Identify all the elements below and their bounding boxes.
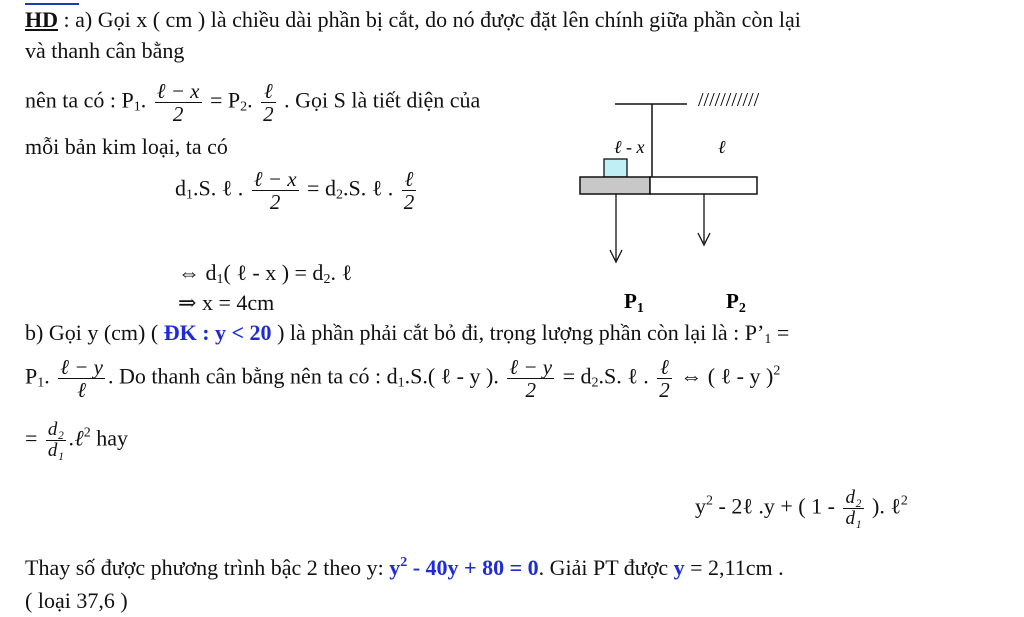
sub: 1 <box>186 187 193 203</box>
fraction <box>252 168 299 213</box>
fraction <box>657 356 672 401</box>
hatch-ceiling: /////////// <box>698 89 760 111</box>
balance-diagram <box>570 80 800 320</box>
fraction-numerator: ℓ − x <box>156 79 200 103</box>
p1-letter: P <box>624 289 637 313</box>
text: y <box>389 555 401 580</box>
text: ( ℓ - x ) = d <box>223 260 324 285</box>
text: ). ℓ <box>866 493 901 519</box>
text: . <box>44 363 56 389</box>
fraction-numerator: ℓ − x <box>253 167 297 191</box>
sub: 2 <box>335 187 343 203</box>
text: - 40y + 80 = 0 <box>407 555 539 580</box>
left-bar <box>580 177 650 194</box>
text: ⇔ ( ℓ - y ) <box>674 363 774 389</box>
sup: 2 <box>773 363 781 379</box>
fraction-denominator: 2 <box>269 190 281 215</box>
p1-subscript: 1 <box>636 301 644 316</box>
label-l: ℓ <box>718 137 726 157</box>
fraction-denominator: ℓ <box>77 378 86 403</box>
text: Thay số được phương trình bậc 2 theo y: <box>25 555 390 580</box>
y-variable: y <box>673 555 685 580</box>
fraction-numerator: ℓ − y <box>509 355 553 379</box>
sub: 2 <box>323 272 331 287</box>
text: = <box>25 425 43 451</box>
part-b-equation <box>695 488 908 529</box>
fraction-numerator: ℓ <box>261 80 276 103</box>
fraction <box>58 356 105 401</box>
p1-label <box>624 289 644 316</box>
fraction <box>155 80 202 125</box>
fraction-numerator: d₂ <box>845 487 862 508</box>
text: y <box>695 493 706 519</box>
fraction-denominator: d₁ <box>47 439 65 461</box>
text: hay <box>90 425 128 451</box>
p2-subscript: 2 <box>738 301 746 316</box>
text: .S.( ℓ - y ). <box>404 363 505 389</box>
dot: . <box>140 87 147 113</box>
equals-text: = P <box>204 87 241 113</box>
line-1 <box>25 9 801 31</box>
label-l-minus-x: ℓ - x <box>614 137 645 157</box>
equivalent-arrow: ⇔ <box>178 260 200 285</box>
equation-1 <box>175 168 419 213</box>
fraction-denominator: 2 <box>263 102 274 127</box>
fraction <box>843 488 863 529</box>
equation-2 <box>178 262 352 287</box>
fraction-denominator: 2 <box>403 190 415 215</box>
text: - 2ℓ .y + ( 1 - <box>713 493 841 519</box>
sub: 1 <box>216 272 224 287</box>
fraction-denominator: 2 <box>172 102 184 127</box>
sup: 2 <box>83 425 91 441</box>
right-bar <box>650 177 757 194</box>
text: . Do thanh cân bằng nên ta có : d <box>108 363 398 389</box>
header-overline <box>25 3 79 5</box>
fraction <box>402 168 417 213</box>
fraction <box>507 356 554 401</box>
condition-text: ĐK : y < 20 <box>163 320 272 345</box>
sub: 1 <box>133 99 141 115</box>
line-3 <box>25 80 480 125</box>
sub: 2 <box>591 375 599 391</box>
implies-arrow: ⇒ <box>178 290 197 315</box>
text: .S. ℓ . <box>342 175 394 201</box>
text: . Giải PT được <box>538 555 674 580</box>
sub: 1 <box>397 375 405 391</box>
line-1-text: : a) Gọi x ( cm ) là chiều dài phần bị cắt, do nó được đặt lên chính giữa phần còn lại <box>58 7 801 32</box>
fraction-denominator: 2 <box>659 378 670 403</box>
text: .S. ℓ . <box>193 175 249 201</box>
text: = <box>771 320 790 345</box>
text: P <box>25 363 38 389</box>
sub: 2 <box>240 99 248 115</box>
fraction-denominator: 2 <box>525 378 536 403</box>
line-3-suffix: . Gọi S là tiết diện của <box>278 87 481 113</box>
fraction-numerator: d₂ <box>47 419 65 440</box>
sub: 1 <box>764 332 772 347</box>
p2-letter: P <box>726 289 739 313</box>
hd-label: HD <box>25 7 58 32</box>
dot: . <box>247 87 259 113</box>
part-b-line-2 <box>25 356 780 401</box>
line-2: và thanh cân bằng <box>25 38 185 63</box>
sup: 2 <box>900 493 908 509</box>
sub: 1 <box>37 375 45 391</box>
small-block <box>604 159 627 177</box>
fraction-numerator: ℓ − y <box>60 355 103 379</box>
sup: 2 <box>706 493 713 509</box>
text: . ℓ <box>330 260 352 285</box>
fraction-denominator: d₁ <box>845 507 862 529</box>
text: = 2,11cm . <box>684 555 784 580</box>
fraction-numerator: ℓ <box>657 356 672 379</box>
line-3-prefix: nên ta có : P <box>25 87 134 113</box>
fraction <box>46 420 66 461</box>
text: ) là phần phải cắt bỏ đi, trọng lượng phần còn lại là : P’ <box>271 320 765 345</box>
text: d <box>175 175 186 201</box>
equation-3 <box>178 292 274 314</box>
part-b-line-1 <box>25 322 789 347</box>
text: .S. ℓ . <box>598 363 649 389</box>
text: d <box>200 260 217 285</box>
last-line: ( loại 37,6 ) <box>25 588 128 613</box>
part-b-line-3 <box>25 420 128 461</box>
text: = d <box>557 363 592 389</box>
sup: 2 <box>400 555 408 570</box>
fraction-numerator: ℓ <box>402 168 417 191</box>
p2-label <box>726 289 746 316</box>
fraction <box>261 80 276 125</box>
text: .ℓ <box>69 425 84 451</box>
text: b) Gọi y (cm) ( <box>25 320 164 345</box>
final-line <box>25 556 784 579</box>
text: x = 4cm <box>196 290 275 315</box>
text: = d <box>301 175 336 201</box>
quadratic-equation <box>389 555 538 580</box>
line-4: mỗi bản kim loại, ta có <box>25 134 228 159</box>
